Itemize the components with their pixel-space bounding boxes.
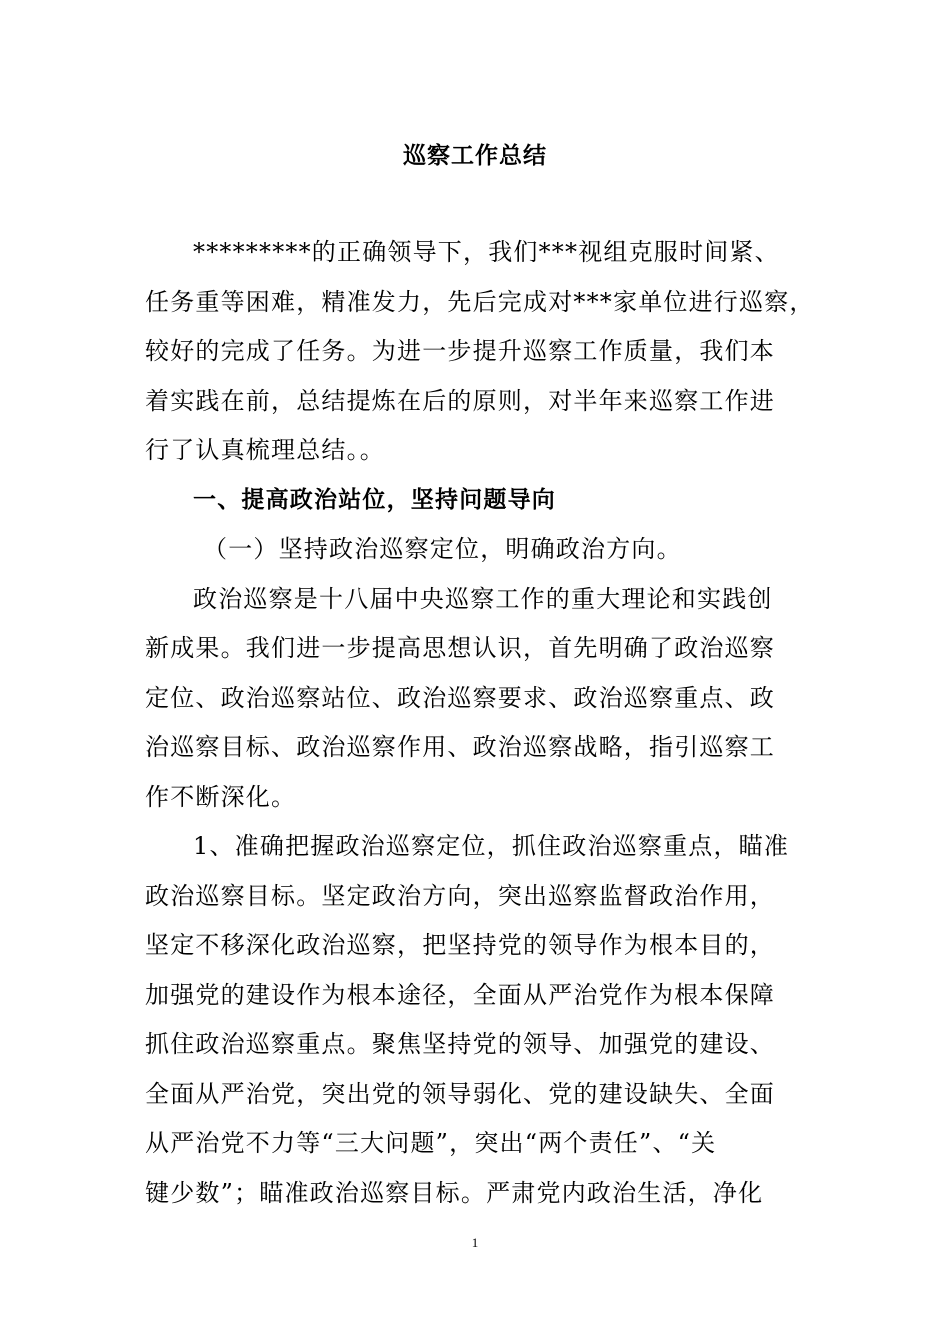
paragraph-line: 政治巡察目标。坚定政治方向，突出巡察监督政治作用， <box>145 881 775 910</box>
paragraph-line: 全面从严治党，突出党的领导弱化、党的建设缺失、全面 <box>145 1079 775 1108</box>
paragraph-line: 新成果。我们进一步提高思想认识，首先明确了政治巡察 <box>145 634 775 662</box>
document-body <box>145 228 825 1218</box>
paragraph-line: 政治巡察是十八届中央巡察工作的重大理论和实践创 <box>193 584 773 613</box>
paragraph-line: 坚定不移深化政治巡察，把坚持党的领导作为根本目的， <box>145 931 775 959</box>
paragraph-line: 抓住政治巡察重点。聚焦坚持党的领导、加强党的建设、 <box>145 1030 775 1058</box>
document-title: 巡察工作总结 <box>403 143 547 169</box>
paragraph-line: 治巡察目标、政治巡察作用、政治巡察战略，指引巡察工 <box>145 733 775 761</box>
paragraph-line: 1、准确把握政治巡察定位，抓住政治巡察重点，瞄准 <box>193 832 790 860</box>
paragraph-line: 键少数”；瞄准政治巡察目标。严肃党内政治生活，净化 <box>145 1178 764 1207</box>
paragraph-line: *********的正确领导下，我们***视组克服时间紧、 <box>193 238 780 266</box>
paragraph-line: 着实践在前，总结提炼在后的原则，对半年来巡察工作进 <box>145 386 775 415</box>
paragraph-line: 行了认真梳理总结。。 <box>145 436 385 464</box>
paragraph-line: 作不断深化。 <box>145 782 297 811</box>
page-number: 1 <box>471 1235 479 1250</box>
section-heading: 一、提高政治站位，坚持问题导向 <box>193 486 556 513</box>
paragraph-line: 从严治党不力等“三大问题”，突出“两个责任”、“关 <box>145 1129 717 1157</box>
subsection-heading: （一）坚持政治巡察定位，明确政治方向。 <box>203 535 682 563</box>
paragraph-line: 任务重等困难，精准发力，先后完成对***家单位进行巡察， <box>145 287 815 316</box>
paragraph-line: 定位、政治巡察站位、政治巡察要求、政治巡察重点、政 <box>145 683 775 712</box>
paragraph-line: 较好的完成了任务。为进一步提升巡察工作质量，我们本 <box>145 337 775 365</box>
paragraph-line: 加强党的建设作为根本途径，全面从严治党作为根本保障 <box>145 980 775 1009</box>
